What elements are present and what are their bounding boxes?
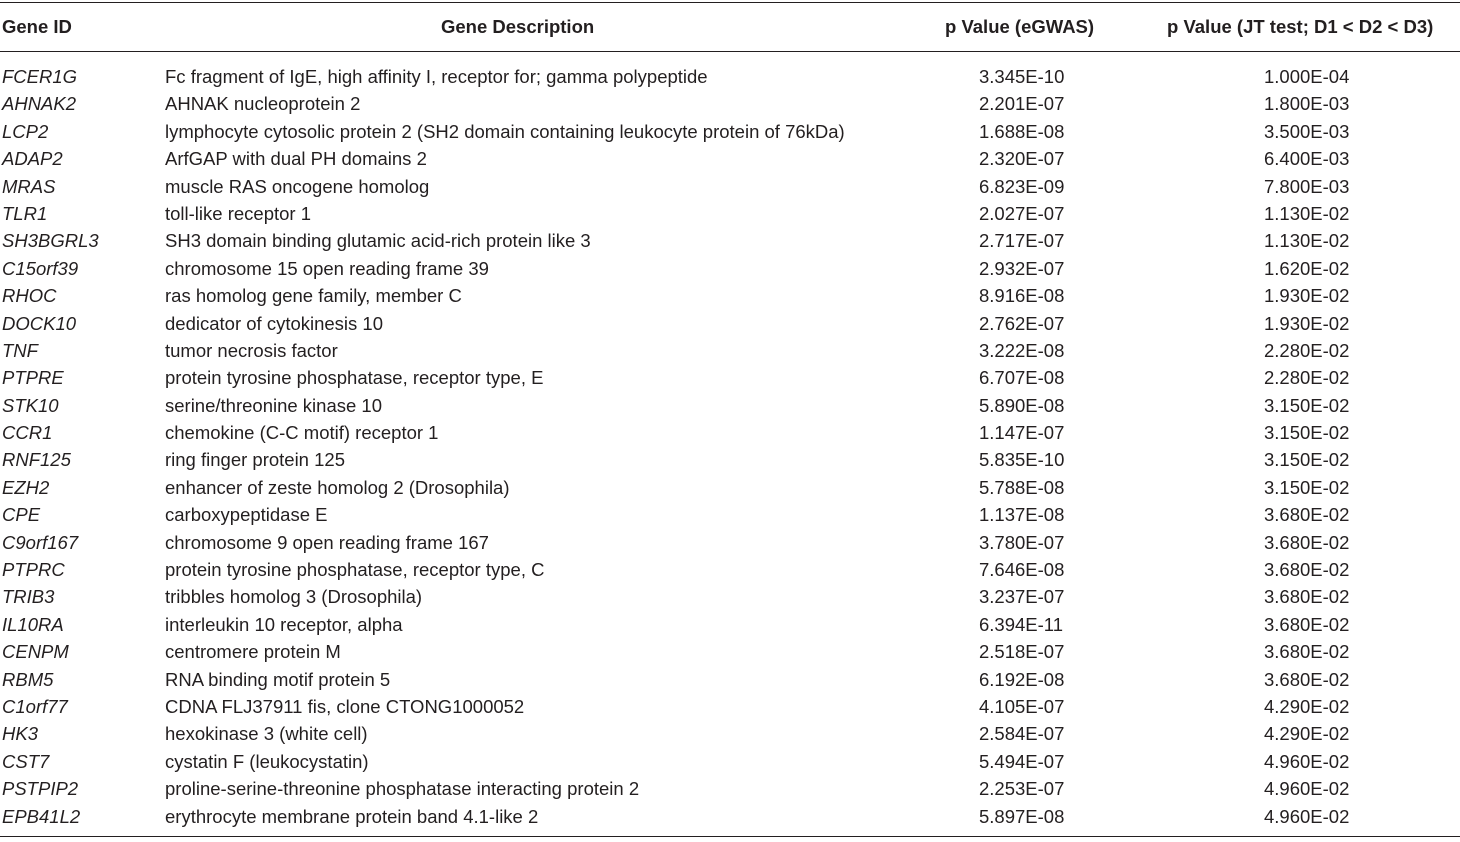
gene-id-cell: IL10RA (2, 613, 64, 635)
gene-description-cell: chromosome 15 open reading frame 39 (165, 257, 489, 279)
gene-description-cell: chromosome 9 open reading frame 167 (165, 531, 489, 553)
p-value-egwas-cell: 1.147E-07 (979, 422, 1065, 444)
table-row (0, 392, 1460, 419)
table-bottom-rule (0, 836, 1460, 837)
gene-description-cell: cystatin F (leukocystatin) (165, 750, 369, 772)
gene-id-cell: PTPRC (2, 559, 65, 581)
header-p-value-egwas: p Value (eGWAS) (945, 16, 1095, 37)
p-value-egwas-cell: 2.932E-07 (979, 257, 1065, 279)
p-value-jt-test-cell: 1.930E-02 (1264, 285, 1350, 307)
p-value-egwas-cell: 5.890E-08 (979, 394, 1065, 416)
gene-id-cell: C15orf39 (2, 257, 79, 279)
p-value-egwas-cell: 2.762E-07 (979, 312, 1065, 334)
gene-description-cell: enhancer of zeste homolog 2 (Drosophila) (165, 476, 510, 498)
header-gene-id: Gene ID (2, 16, 72, 37)
table-row (0, 419, 1460, 446)
gene-id-cell: CCR1 (2, 422, 53, 444)
table-row (0, 611, 1460, 638)
gene-description-cell: toll-like receptor 1 (165, 202, 312, 224)
p-value-jt-test-cell: 2.280E-02 (1264, 339, 1350, 361)
p-value-jt-test-cell: 3.680E-02 (1264, 586, 1350, 608)
gene-id-cell: CENPM (2, 641, 69, 663)
gene-description-cell: ring finger protein 125 (165, 449, 345, 471)
gene-id-cell: PSTPIP2 (2, 778, 79, 800)
gene-id-cell: FCER1G (2, 66, 78, 87)
table-row (0, 310, 1460, 337)
table-row (0, 529, 1460, 556)
table-row (0, 90, 1460, 117)
table-row (0, 775, 1460, 802)
p-value-jt-test-cell: 1.130E-02 (1264, 230, 1350, 252)
table-row (0, 200, 1460, 227)
gene-description-cell: carboxypeptidase E (165, 504, 328, 526)
gene-description-cell: AHNAK nucleoprotein 2 (165, 93, 361, 115)
table-row (0, 638, 1460, 665)
p-value-egwas-cell: 5.835E-10 (979, 449, 1065, 471)
gene-id-cell: MRAS (2, 175, 56, 197)
gene-description-cell: chemokine (C-C motif) receptor 1 (165, 422, 439, 444)
gene-id-cell: PTPRE (2, 367, 64, 389)
p-value-egwas-cell: 2.584E-07 (979, 723, 1065, 745)
p-value-jt-test-cell: 2.280E-02 (1264, 367, 1350, 389)
table-row (0, 693, 1460, 720)
gene-description-cell: serine/threonine kinase 10 (165, 394, 383, 416)
p-value-jt-test-cell: 1.800E-03 (1264, 93, 1350, 115)
p-value-jt-test-cell: 3.680E-02 (1264, 641, 1350, 663)
gene-id-cell: ADAP2 (2, 148, 63, 170)
gene-description-cell: CDNA FLJ37911 fis, clone CTONG1000052 (165, 695, 525, 717)
table-row (0, 227, 1460, 254)
p-value-egwas-cell: 6.823E-09 (979, 175, 1065, 197)
p-value-jt-test-cell: 3.680E-02 (1264, 613, 1350, 635)
gene-id-cell: EPB41L2 (2, 805, 81, 827)
gene-description-cell: protein tyrosine phosphatase, receptor type, C (165, 559, 545, 581)
gene-id-cell: RBM5 (2, 668, 54, 690)
gene-description-cell: centromere protein M (165, 641, 341, 663)
gene-id-cell: DOCK10 (2, 312, 77, 334)
gene-description-cell: protein tyrosine phosphatase, receptor type, E (165, 367, 544, 389)
gene-id-cell: TRIB3 (2, 586, 55, 608)
gene-description-cell: lymphocyte cytosolic protein 2 (SH2 domain containing leukocyte protein of 76kDa) (165, 120, 845, 142)
gene-id-cell: TLR1 (2, 202, 48, 224)
p-value-jt-test-cell: 4.960E-02 (1264, 805, 1350, 827)
p-value-egwas-cell: 5.494E-07 (979, 750, 1065, 772)
p-value-jt-test-cell: 1.130E-02 (1264, 202, 1350, 224)
gene-description-cell: tumor necrosis factor (165, 339, 338, 361)
p-value-egwas-cell: 6.707E-08 (979, 367, 1065, 389)
gene-id-cell: RHOC (2, 285, 57, 307)
p-value-jt-test-cell: 3.150E-02 (1264, 422, 1350, 444)
gene-description-cell: interleukin 10 receptor, alpha (165, 613, 403, 635)
p-value-jt-test-cell: 4.290E-02 (1264, 695, 1350, 717)
p-value-jt-test-cell: 3.150E-02 (1264, 449, 1350, 471)
gene-id-cell: SH3BGRL3 (2, 230, 99, 252)
gene-description-cell: erythrocyte membrane protein band 4.1-like 2 (165, 805, 539, 827)
table-header-row (0, 2, 1460, 51)
p-value-egwas-cell: 3.780E-07 (979, 531, 1065, 553)
gene-description-cell: tribbles homolog 3 (Drosophila) (165, 586, 423, 608)
gene-id-cell: AHNAK2 (2, 93, 77, 115)
p-value-jt-test-cell: 6.400E-03 (1264, 148, 1350, 170)
gene-description-cell: dedicator of cytokinesis 10 (165, 312, 384, 334)
table-row (0, 556, 1460, 583)
p-value-egwas-cell: 3.237E-07 (979, 586, 1065, 608)
table-row (0, 337, 1460, 364)
gene-description-cell: SH3 domain binding glutamic acid-rich protein like 3 (165, 230, 591, 252)
p-value-egwas-cell: 7.646E-08 (979, 559, 1065, 581)
gene-id-cell: CST7 (2, 750, 50, 772)
p-value-jt-test-cell: 3.150E-02 (1264, 394, 1350, 416)
gene-description-cell: muscle RAS oncogene homolog (165, 175, 430, 197)
gene-id-cell: EZH2 (2, 476, 50, 498)
gene-id-cell: CPE (2, 504, 41, 526)
p-value-jt-test-cell: 3.680E-02 (1264, 504, 1350, 526)
p-value-egwas-cell: 2.717E-07 (979, 230, 1065, 252)
p-value-jt-test-cell: 1.000E-04 (1264, 66, 1350, 87)
p-value-egwas-cell: 8.916E-08 (979, 285, 1065, 307)
table-row (0, 145, 1460, 172)
p-value-jt-test-cell: 3.680E-02 (1264, 559, 1350, 581)
p-value-egwas-cell: 4.105E-07 (979, 695, 1065, 717)
table-row (0, 282, 1460, 309)
table-row (0, 748, 1460, 775)
p-value-jt-test-cell: 4.960E-02 (1264, 778, 1350, 800)
table-body (0, 63, 1460, 830)
table-row (0, 803, 1460, 830)
gene-description-cell: RNA binding motif protein 5 (165, 668, 391, 690)
gene-description-cell: hexokinase 3 (white cell) (165, 723, 368, 745)
table-header-rule (0, 51, 1460, 52)
table-row (0, 446, 1460, 473)
table-row (0, 720, 1460, 747)
table-row (0, 501, 1460, 528)
p-value-egwas-cell: 1.137E-08 (979, 504, 1065, 526)
p-value-egwas-cell: 2.518E-07 (979, 641, 1065, 663)
gene-description-cell: Fc fragment of IgE, high affinity I, receptor for; gamma polypeptide (165, 66, 708, 87)
p-value-jt-test-cell: 3.680E-02 (1264, 668, 1350, 690)
table-row (0, 255, 1460, 282)
p-value-jt-test-cell: 1.930E-02 (1264, 312, 1350, 334)
table-row (0, 583, 1460, 610)
gene-description-cell: proline-serine-threonine phosphatase interacting protein 2 (165, 778, 640, 800)
p-value-jt-test-cell: 3.680E-02 (1264, 531, 1350, 553)
table-row (0, 474, 1460, 501)
p-value-egwas-cell: 5.897E-08 (979, 805, 1065, 827)
gene-id-cell: STK10 (2, 394, 59, 416)
p-value-egwas-cell: 3.345E-10 (979, 66, 1065, 87)
p-value-egwas-cell: 1.688E-08 (979, 120, 1065, 142)
p-value-jt-test-cell: 7.800E-03 (1264, 175, 1350, 197)
table-row (0, 63, 1460, 90)
table-row (0, 364, 1460, 391)
header-p-value-jt-test: p Value (JT test; D1 < D2 < D3) (1167, 16, 1434, 37)
p-value-egwas-cell: 2.320E-07 (979, 148, 1065, 170)
p-value-jt-test-cell: 3.150E-02 (1264, 476, 1350, 498)
gene-description-cell: ArfGAP with dual PH domains 2 (165, 148, 427, 170)
p-value-egwas-cell: 2.027E-07 (979, 202, 1065, 224)
p-value-egwas-cell: 6.394E-11 (979, 613, 1063, 635)
p-value-egwas-cell: 6.192E-08 (979, 668, 1065, 690)
gene-id-cell: C1orf77 (2, 695, 68, 717)
p-value-jt-test-cell: 4.960E-02 (1264, 750, 1350, 772)
p-value-egwas-cell: 2.253E-07 (979, 778, 1065, 800)
gene-id-cell: LCP2 (2, 120, 49, 142)
p-value-egwas-cell: 2.201E-07 (979, 93, 1065, 115)
p-value-jt-test-cell: 1.620E-02 (1264, 257, 1350, 279)
gene-id-cell: C9orf167 (2, 531, 79, 553)
table-row (0, 173, 1460, 200)
table-row (0, 118, 1460, 145)
table-row (0, 666, 1460, 693)
p-value-jt-test-cell: 4.290E-02 (1264, 723, 1350, 745)
header-gene-description: Gene Description (441, 16, 595, 37)
gene-id-cell: HK3 (2, 723, 38, 745)
p-value-jt-test-cell: 3.500E-03 (1264, 120, 1350, 142)
gene-id-cell: RNF125 (2, 449, 71, 471)
p-value-egwas-cell: 5.788E-08 (979, 476, 1065, 498)
gene-description-cell: ras homolog gene family, member C (165, 285, 462, 307)
p-value-egwas-cell: 3.222E-08 (979, 339, 1065, 361)
gene-id-cell: TNF (2, 339, 38, 361)
